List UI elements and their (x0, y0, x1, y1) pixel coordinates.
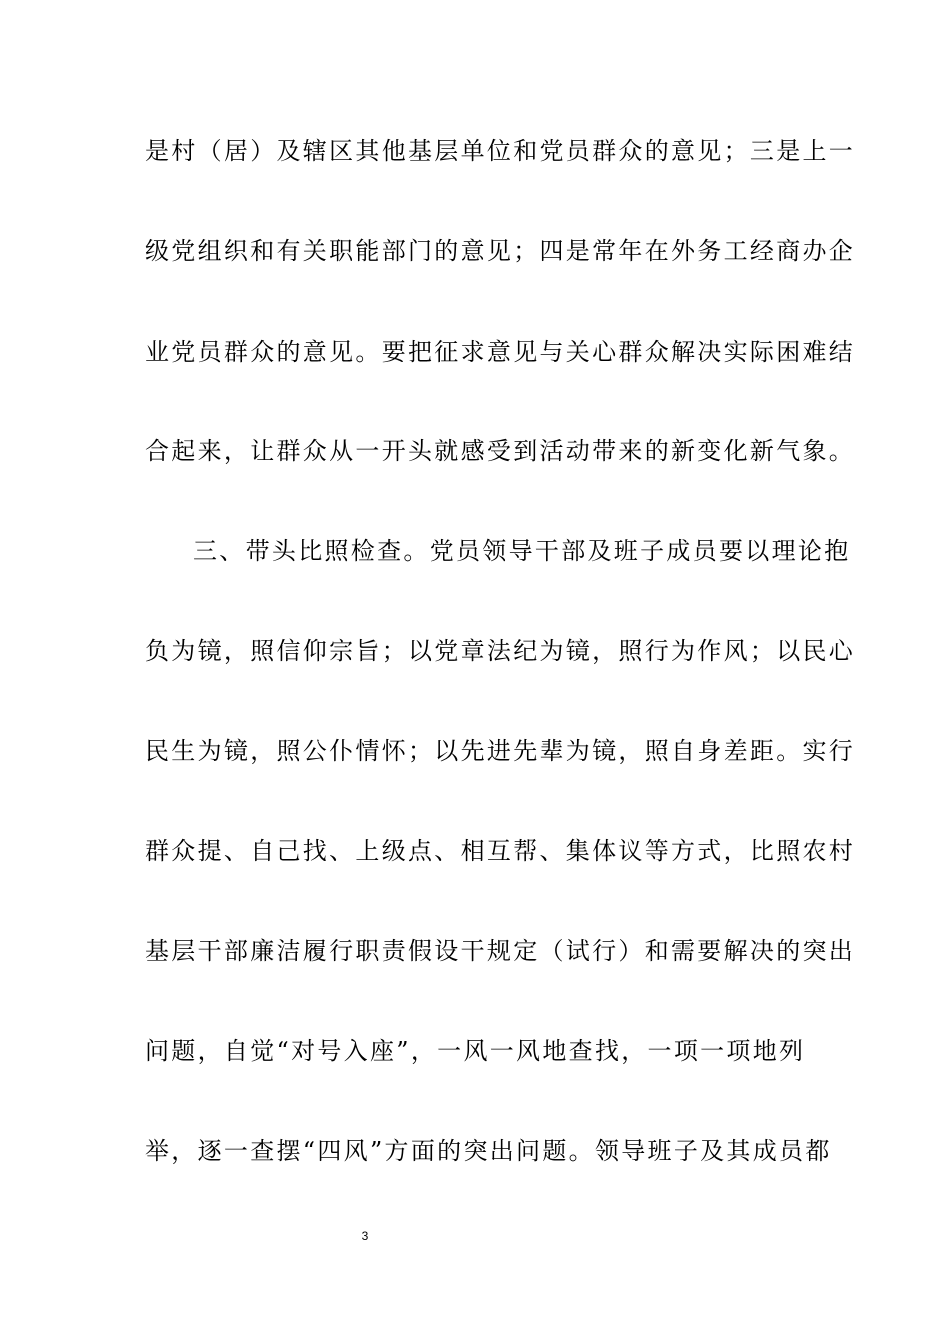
body-text-line: 基层干部廉洁履行职责假设干规定（试行）和需要解决的突出 (145, 937, 856, 965)
body-text-line: 民生为镜，照公仆情怀；以先进先辈为镜，照自身差距。实行 (145, 737, 856, 765)
body-text-line: 级党组织和有关职能部门的意见；四是常年在外务工经商办企 (145, 237, 856, 265)
body-text-line: 是村（居）及辖区其他基层单位和党员群众的意见；三是上一 (145, 137, 856, 165)
body-text-line: 群众提、自己找、上级点、相互帮、集体议等方式，比照农村 (145, 837, 856, 865)
body-text-line: 负为镜，照信仰宗旨；以党章法纪为镜，照行为作风；以民心 (145, 637, 856, 665)
page-number: 3 (361, 1229, 369, 1243)
body-text-line: 合起来，让群众从一开头就感受到活动带来的新变化新气象。 (145, 437, 856, 465)
body-text-line: 举，逐一查摆“四风”方面的突出问题。领导班子及其成员都 (145, 1137, 832, 1165)
body-text-line: 业党员群众的意见。要把征求意见与关心群众解决实际困难结 (145, 338, 856, 366)
body-text-line: 问题，自觉“对号入座”，一风一风地查找，一项一项地列 (145, 1037, 806, 1065)
section-heading-line: 三、带头比照检查。党员领导干部及班子成员要以理论抱 (193, 537, 851, 565)
